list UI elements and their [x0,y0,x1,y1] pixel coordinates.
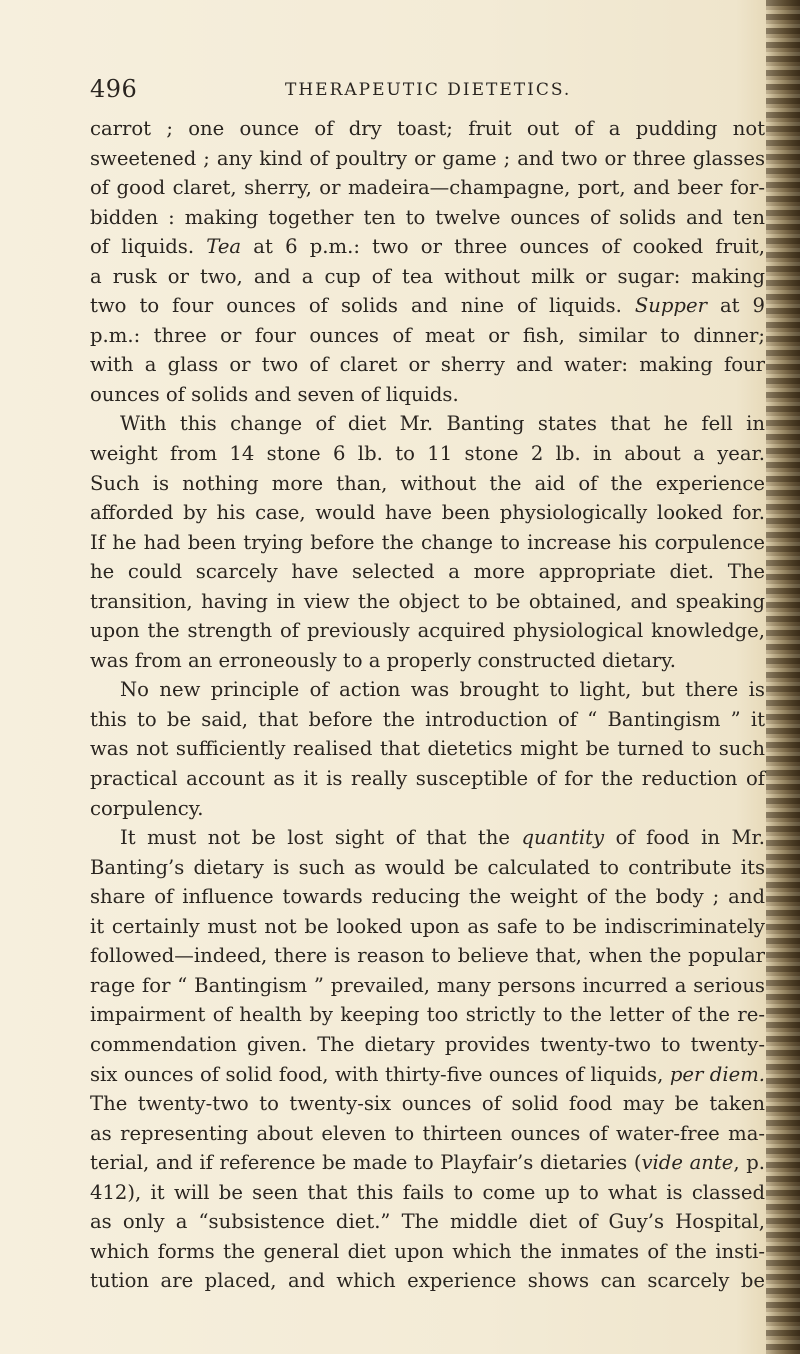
text-segment: It must not be lost sight of that the [120,826,522,850]
text-line [90,498,765,528]
text-segment: weight from 14 stone 6 lb. to 11 stone 2 lb. in about a year. [90,442,765,466]
text-line [90,675,765,705]
text-segment: it certainly must not be looked upon as safe to be indiscriminately [90,914,765,938]
text-line [90,1119,765,1149]
text-line [90,232,765,262]
italic-text: Tea [206,235,242,259]
text-segment: of liquids. [90,235,207,259]
text-segment: at 6 p.m.: two or three ounces of cooked fruit, [241,235,765,259]
text-segment: 412), it will be seen that this fails to come up to what is classed [90,1180,765,1204]
text-segment: No new principle of action was brought to light, but there is [120,678,765,702]
text-line [90,262,765,292]
text-segment: practical account as it is really susceptible of for the reduction of [90,767,765,791]
text-line [90,380,765,410]
text-line [90,409,765,439]
text-line [90,616,765,646]
text-line [90,1237,765,1267]
text-segment: as representing about eleven to thirteen ounces of water-free ma- [90,1121,765,1145]
italic-text: vide ante [641,1151,734,1175]
text-segment: two to four ounces of solids and nine of liquids. [90,294,635,318]
text-segment: Banting’s dietary is such as would be calculated to contribute its [90,855,765,879]
text-line [90,469,765,499]
text-line [90,794,765,824]
text-segment: a rusk or two, and a cup of tea without milk or sugar: making [90,264,765,288]
text-line [90,1089,765,1119]
text-line [90,1148,765,1178]
text-segment: of food in Mr. [604,826,765,850]
text-segment: rage for “ Bantingism ” prevailed, many persons incurred a serious [90,973,765,997]
text-segment: corpulency. [90,796,204,820]
text-segment: The twenty-two to twenty-six ounces of solid food may be taken [90,1092,765,1116]
text-line [90,557,765,587]
text-line [90,823,765,853]
text-line [90,439,765,469]
text-segment: , p. [733,1151,765,1175]
text-line [90,203,765,233]
text-segment: this to be said, that before the introduction of “ Bantingism ” it [90,707,765,731]
page-number: 496 [90,75,138,103]
text-line [90,882,765,912]
text-segment: tution are placed, and which experience shows can scarcely be [90,1269,765,1293]
text-segment: terial, and if reference be made to Playfair’s dietaries ( [90,1151,642,1175]
text-line [90,1207,765,1237]
italic-text: Supper [634,294,707,318]
text-line [90,646,765,676]
text-line [90,291,765,321]
text-line [90,1030,765,1060]
text-segment: carrot ; one ounce of dry toast; fruit out of a pudding not [90,117,765,140]
text-line [90,971,765,1001]
text-segment: as only a “subsistence diet.” The middle diet of Guy’s Hospital, [90,1210,765,1234]
text-line [90,350,765,380]
text-line [90,705,765,735]
body-text [90,114,765,1296]
text-segment: If he had been trying before the change to increase his corpulence [90,530,765,554]
text-segment: ounces of solids and seven of liquids. [90,382,459,406]
text-segment: p.m.: three or four ounces of meat or fish, similar to dinner; [90,323,765,347]
text-segment: was not sufficiently realised that dietetics might be turned to such [90,737,765,761]
text-line [90,912,765,942]
text-segment: followed—indeed, there is reason to believe that, when the popular [90,944,765,968]
text-line [90,1060,765,1090]
text-segment: sweetened ; any kind of poultry or game ; and two or three glasses [90,146,765,170]
text-segment: transition, having in view the object to be obtained, and speaking [90,589,765,613]
text-line [90,734,765,764]
text-segment: share of influence towards reducing the weight of the body ; and [90,885,765,909]
text-line [90,853,765,883]
text-segment: he could scarcely have selected a more appropriate diet. The [90,560,765,584]
text-segment: afforded by his case, would have been physiologically looked for. [90,501,765,525]
text-segment: was from an erroneously to a properly constructed dietary. [90,648,676,672]
text-segment: upon the strength of previously acquired physiological knowledge, [90,619,765,643]
text-line [90,528,765,558]
italic-text: quantity [521,826,605,850]
page-edge [766,0,800,1354]
text-segment: commendation given. The dietary provides twenty-two to twenty- [90,1032,765,1056]
text-segment: impairment of health by keeping too strictly to the letter of the re- [90,1003,765,1027]
text-segment: which forms the general diet upon which the inmates of the insti- [90,1239,765,1263]
text-segment: bidden : making together ten to twelve ounces of solids and ten [90,205,765,229]
text-line [90,1000,765,1030]
running-head: THERAPEUTIC DIETETICS. [285,80,572,100]
italic-text: per diem. [669,1062,766,1086]
text-line [90,764,765,794]
text-line [90,173,765,203]
text-line [90,1178,765,1208]
text-line [90,321,765,351]
text-line [90,144,765,174]
page-header [90,74,730,104]
text-line [90,1266,765,1296]
text-segment: With this change of diet Mr. Banting states that he fell in [120,412,765,436]
text-segment: Such is nothing more than, without the aid of the experience [90,471,765,495]
text-segment: at 9 [706,294,766,318]
text-segment: with a glass or two of claret or sherry and water: making four [90,353,765,377]
text-line [90,114,765,144]
text-line [90,587,765,617]
text-line [90,941,765,971]
text-segment: of good claret, sherry, or madeira—champagne, port, and beer for- [90,176,765,200]
text-segment: six ounces of solid food, with thirty-five ounces of liquids, [90,1062,670,1086]
